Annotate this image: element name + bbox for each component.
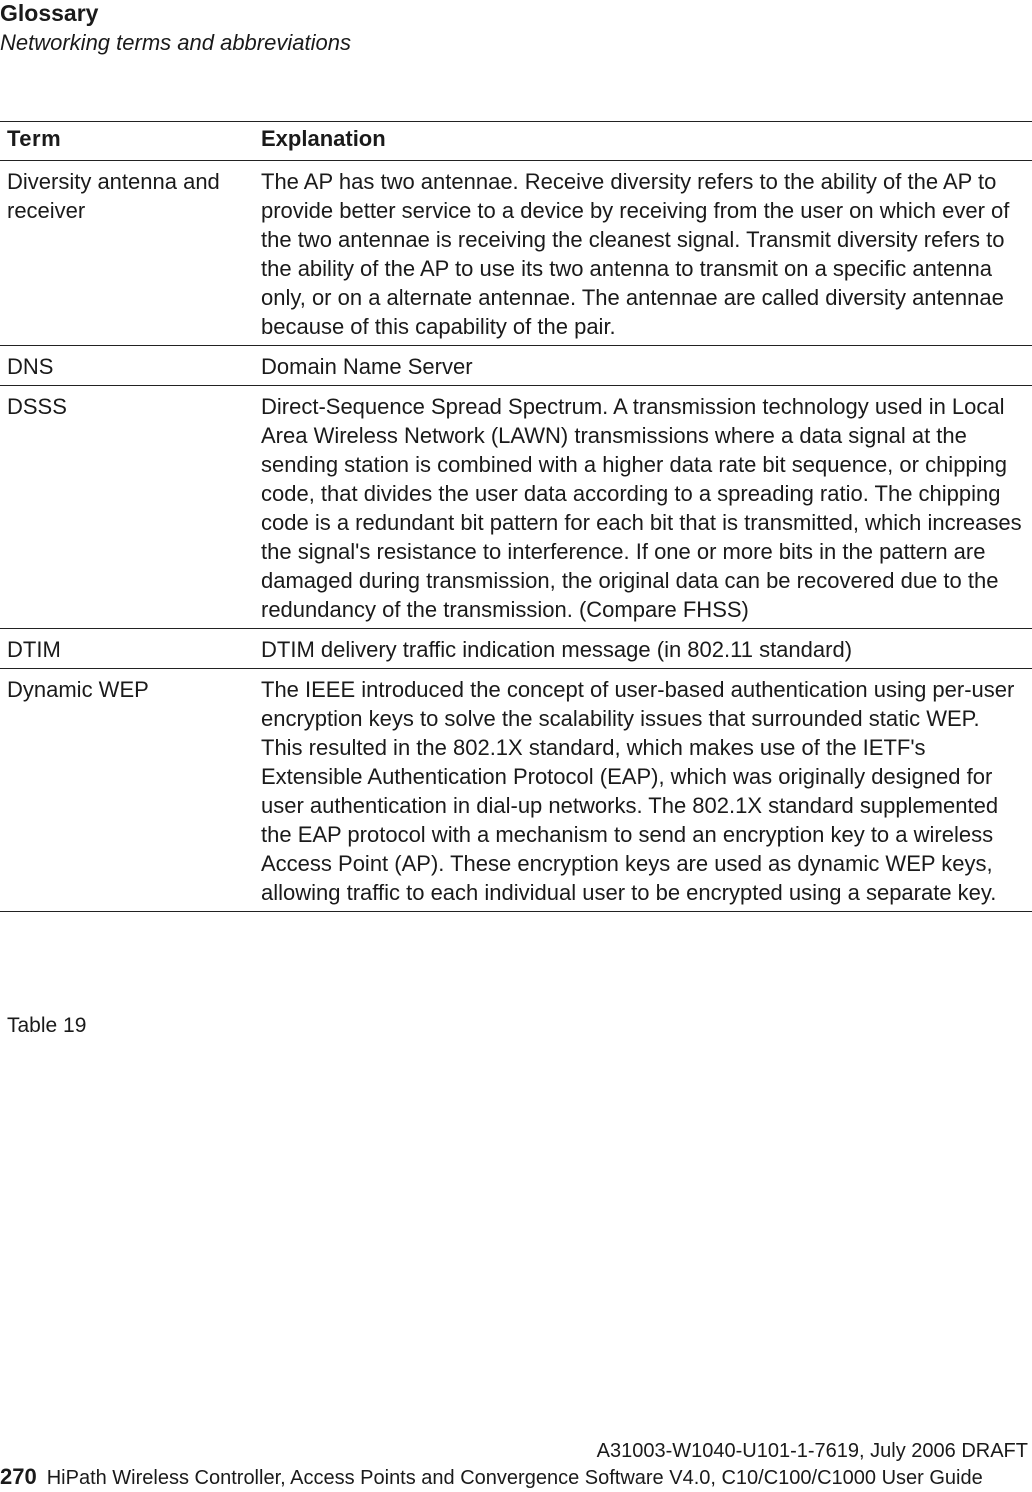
table-row (0, 386, 1032, 629)
explanation-cell: Direct-Sequence Spread Spectrum. A transmission technology used in Local Area Wireless Network (LAWN) transmissions where a data signal at the sending station is combined with a higher data rate bit sequence, or chipping code, that divides the user data according to a spreading ratio. The chipping code is a redundant bit pattern for each bit that is transmitted, which increases the signal's resistance to interference. If one or more bits in the pattern are damaged during transmission, the original data can be recovered due to the redundancy of the transmission. (Compare FHSS) (261, 386, 1032, 629)
term-cell: DTIM (0, 629, 261, 669)
column-header-explanation: Explanation (261, 122, 1032, 161)
page-title: Glossary (0, 0, 99, 26)
table-header-row (0, 122, 1032, 161)
table-row (0, 629, 1032, 669)
column-header-term: Term (0, 122, 261, 161)
explanation-cell: DTIM delivery traffic indication message (in 802.11 standard) (261, 629, 1032, 669)
term-cell: DSSS (0, 386, 261, 629)
term-cell: DNS (0, 346, 261, 386)
footer (0, 1464, 1028, 1491)
term-cell: Diversity antenna and receiver (0, 161, 261, 346)
explanation-cell: The AP has two antennae. Receive diversity refers to the ability of the AP to provide better service to a device by receiving from the user on which ever of the two antennae is receiving the cleanest signal. Transmit diversity refers to the ability of the AP to use its two antenna to transmit on a specific antenna only, or on a alternate antennae. The antennae are called diversity antennae because of this capability of the pair. (261, 161, 1032, 346)
table-row (0, 346, 1032, 386)
explanation-cell: Domain Name Server (261, 346, 1032, 386)
footer-doc-id: A31003-W1040-U101-1-7619, July 2006 DRAFT (596, 1440, 1028, 1462)
term-cell: Dynamic WEP (0, 669, 261, 912)
page-subtitle: Networking terms and abbreviations (0, 30, 351, 55)
table-row (0, 161, 1032, 346)
table-row (0, 669, 1032, 912)
footer-doc-title: HiPath Wireless Controller, Access Points and Convergence Software V4.0, C10/C100/C1000 User Guide (46, 1467, 983, 1489)
table-caption: Table 19 (7, 1014, 87, 1037)
explanation-cell: The IEEE introduced the concept of user-based authentication using per-user encryption keys to solve the scalability issues that surrounded static WEP. This resulted in the 802.1X standard, which makes use of the IETF's Extensible Authentication Protocol (EAP), which was originally designed for user authentication in dial-up networks. The 802.1X standard supplemented the EAP protocol with a mechanism to send an encryption key to a wireless Access Point (AP). These encryption keys are used as dynamic WEP keys, allowing traffic to each individual user to be encrypted using a separate key. (261, 669, 1032, 912)
glossary-table (0, 121, 1032, 912)
page-number: 270 (0, 1464, 37, 1489)
